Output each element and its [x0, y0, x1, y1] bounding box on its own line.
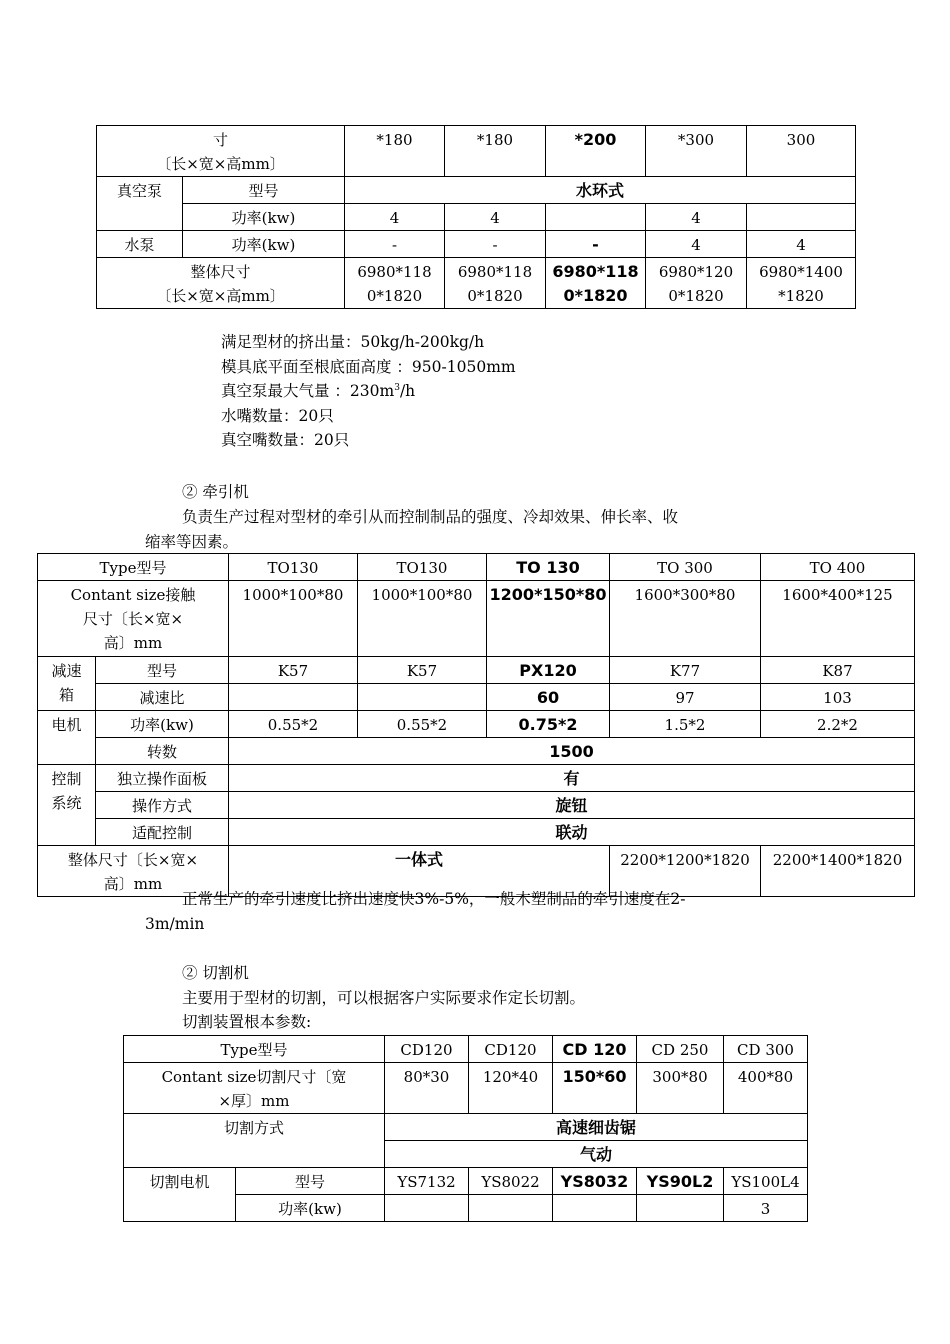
- control-group: 控制 系统: [38, 765, 96, 846]
- spec-line: 真空嘴数量：20只: [221, 431, 350, 449]
- haul-off-table: [37, 553, 915, 897]
- ratio-value: 60: [487, 684, 610, 711]
- water-power-value: -: [445, 231, 546, 258]
- op-value: 旋钮: [229, 792, 915, 819]
- vacuum-power-value: 4: [646, 204, 747, 231]
- gear-model-label: 型号: [96, 657, 229, 684]
- adapt-label: 适配控制: [96, 819, 229, 846]
- cut-method-label: 切割方式: [124, 1114, 385, 1168]
- speed-label: 转数: [96, 738, 229, 765]
- ratio-value: 97: [610, 684, 761, 711]
- cutter-sub-heading: 切割装置根本参数:: [182, 1013, 312, 1031]
- cutter-power-value: [553, 1195, 637, 1222]
- gear-model-value: K57: [229, 657, 358, 684]
- water-power-value: 4: [747, 231, 856, 258]
- ratio-value: 103: [761, 684, 915, 711]
- overall-label: 整体尺寸〔长×宽× 高〕mm: [38, 846, 229, 897]
- cutter-type-value: CD120: [385, 1036, 469, 1063]
- type-value: TO 400: [761, 554, 915, 581]
- power-value: 2.2*2: [761, 711, 915, 738]
- cutter-model-value: YS8032: [553, 1168, 637, 1195]
- overall-size-value: 6980*118 0*1820: [345, 258, 445, 309]
- gear-model-value: K57: [358, 657, 487, 684]
- spec-line: 水嘴数量：20只: [221, 406, 334, 425]
- cutter-heading: ② 切割机: [182, 964, 249, 982]
- vacuum-model-label: 型号: [183, 177, 345, 204]
- contact-size-label: Contant size接触 尺寸〔长×宽× 高〕mm: [38, 581, 229, 657]
- cutter-type-label: Type型号: [124, 1036, 385, 1063]
- contact-size-value: 1200*150*80: [487, 581, 610, 657]
- vacuum-model-value: 水环式: [345, 177, 856, 204]
- contact-size-value: 1000*100*80: [229, 581, 358, 657]
- overall-merged-value: 一体式: [229, 846, 610, 897]
- water-pump-group: 水泵: [97, 231, 183, 258]
- cutter-type-value: CD 300: [724, 1036, 808, 1063]
- ratio-value: [358, 684, 487, 711]
- power-value: 0.75*2: [487, 711, 610, 738]
- overall-value: 2200*1400*1820: [761, 846, 915, 897]
- extruder-specs: [221, 330, 516, 453]
- ratio-value: [229, 684, 358, 711]
- cutter-size-value: 150*60: [553, 1063, 637, 1114]
- type-value: TO130: [229, 554, 358, 581]
- overall-size-label: 整体尺寸 〔长×宽×高mm〕: [97, 258, 345, 309]
- cut-method-value: 气动: [385, 1141, 808, 1168]
- overall-size-value: 6980*1400 *1820: [747, 258, 856, 309]
- size-value: 300: [747, 126, 856, 177]
- cutter-model-value: YS90L2: [637, 1168, 724, 1195]
- cutter-description: 主要用于型材的切割，可以根据客户实际要求作定长切割。: [182, 988, 586, 1007]
- cutter-size-value: 300*80: [637, 1063, 724, 1114]
- type-value: TO 300: [610, 554, 761, 581]
- contact-size-value: 1600*300*80: [610, 581, 761, 657]
- panel-value: 有: [229, 765, 915, 792]
- type-value: TO 130: [487, 554, 610, 581]
- size-label: 寸 〔长×宽×高mm〕: [97, 126, 345, 177]
- size-value: *200: [546, 126, 646, 177]
- motor-group: 电机: [38, 711, 96, 765]
- water-power-value: 4: [646, 231, 747, 258]
- size-value: *300: [646, 126, 747, 177]
- cut-method-value: 高速细齿锯: [385, 1114, 808, 1141]
- adapt-value: 联动: [229, 819, 915, 846]
- type-value: TO130: [358, 554, 487, 581]
- contact-size-value: 1600*400*125: [761, 581, 915, 657]
- cutter-size-label: Contant size切割尺寸〔宽 ×厚〕mm: [124, 1063, 385, 1114]
- power-value: 0.55*2: [229, 711, 358, 738]
- size-value: *180: [345, 126, 445, 177]
- water-power-label: 功率(kw): [183, 231, 345, 258]
- power-label: 功率(kw): [96, 711, 229, 738]
- vacuum-power-label: 功率(kw): [183, 204, 345, 231]
- cutter-section: [182, 961, 585, 1035]
- cutter-power-value: 3: [724, 1195, 808, 1222]
- size-value: *180: [445, 126, 546, 177]
- cutter-model-value: YS8022: [469, 1168, 553, 1195]
- panel-label: 独立操作面板: [96, 765, 229, 792]
- cutter-type-value: CD120: [469, 1036, 553, 1063]
- haul-off-note: 正常生产的牵引速度比挤出速度快3%-5%，一般木塑制品的牵引速度在2- 3m/min: [145, 890, 686, 933]
- cutter-model-label: 型号: [236, 1168, 385, 1195]
- overall-size-value: 6980*120 0*1820: [646, 258, 747, 309]
- power-value: 1.5*2: [610, 711, 761, 738]
- cutter-table: [123, 1035, 808, 1222]
- gear-model-value: K87: [761, 657, 915, 684]
- gearbox-group: 减速 箱: [38, 657, 96, 711]
- vacuum-power-value: 4: [345, 204, 445, 231]
- spec-line: 真空泵最大气量 ：$230m^3/h$: [221, 382, 416, 400]
- vacuum-power-value: 4: [445, 204, 546, 231]
- cutter-power-value: [637, 1195, 724, 1222]
- power-value: 0.55*2: [358, 711, 487, 738]
- spec-line: 模具底平面至根底面高度 ：950-1050mm: [221, 357, 516, 376]
- vacuum-power-value: [546, 204, 646, 231]
- spec-line: 满足型材的挤出量：50kg/h-200kg/h: [221, 333, 485, 351]
- cutter-size-value: 400*80: [724, 1063, 808, 1114]
- contact-size-value: 1000*100*80: [358, 581, 487, 657]
- water-power-value: -: [546, 231, 646, 258]
- gear-model-value: PX120: [487, 657, 610, 684]
- cutter-power-label: 功率(kw): [236, 1195, 385, 1222]
- haul-off-heading: ② 牵引机: [182, 483, 249, 501]
- overall-size-value: 6980*118 0*1820: [546, 258, 646, 309]
- cutter-type-value: CD 120: [553, 1036, 637, 1063]
- gear-model-value: K77: [610, 657, 761, 684]
- extruder-cooling-table: [96, 125, 856, 309]
- haul-off-description: 负责生产过程对型材的牵引从而控制制品的强度、冷却效果、伸长率、收 缩率等因素。: [145, 508, 679, 551]
- type-label: Type型号: [38, 554, 229, 581]
- speed-value: 1500: [229, 738, 915, 765]
- overall-value: 2200*1200*1820: [610, 846, 761, 897]
- ratio-label: 减速比: [96, 684, 229, 711]
- cutter-motor-group: 切割电机: [124, 1168, 236, 1222]
- cutter-power-value: [469, 1195, 553, 1222]
- cutter-model-value: YS7132: [385, 1168, 469, 1195]
- op-label: 操作方式: [96, 792, 229, 819]
- cutter-size-value: 120*40: [469, 1063, 553, 1114]
- vacuum-pump-group: 真空泵: [97, 177, 183, 231]
- cutter-power-value: [385, 1195, 469, 1222]
- cutter-model-value: YS100L4: [724, 1168, 808, 1195]
- cutter-size-value: 80*30: [385, 1063, 469, 1114]
- cutter-type-value: CD 250: [637, 1036, 724, 1063]
- water-power-value: -: [345, 231, 445, 258]
- overall-size-value: 6980*118 0*1820: [445, 258, 546, 309]
- vacuum-power-value: [747, 204, 856, 231]
